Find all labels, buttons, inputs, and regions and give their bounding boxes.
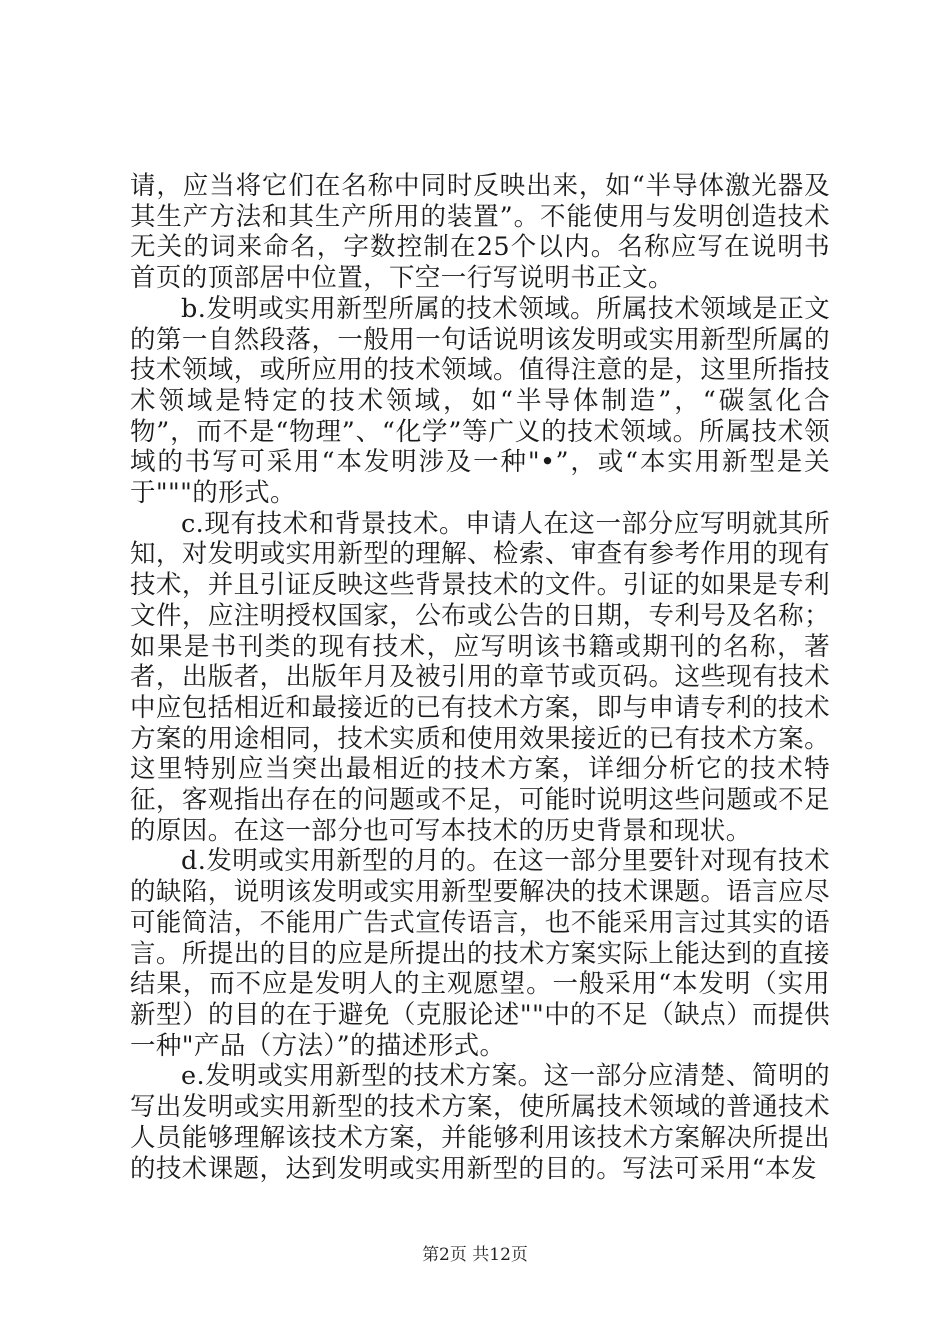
paragraph-prior-art: c.现有技术和背景技术。申请人在这一部分应写明就其所知，对发明或实用新型的理解、检索、审查有参考作用的现有技术，并且引证反映这些背景技术的文件。引证的如果是专利文件，应注明授权国家，公布或公告的日期，专利号及名称；如果是书刊类的现有技术，应写明该书籍或期刊的名称，著者，出版者，出版年月及被引用的章节或页码。这些现有技术中应包括相近和最接近的已有技术方案，即与申请专利的技术方案的用途相同，技术实质和使用效果接近的已有技术方案。这里特别应当突出最相近的技术方案，详细分析它的技术特征，客观指出存在的问题或不足，可能时说明这些问题或不足的原因。在这一部分也可写本技术的历史背景和现状。 — [130, 508, 830, 846]
paragraph-purpose: d.发明或实用新型的月的。在这一部分里要针对现有技术的缺陷，说明该发明或实用新型要解决的技术课题。语言应尽可能简洁，不能用广告式宣传语言，也不能采用言过其实的语言。所提出的目的应是所提出的技术方案实际上能达到的直接结果，而不应是发明人的主观愿望。一般采用“本发明（实用新型）的目的在于避免（克服论述""中的不足（缺点）而提供一种"产品（方法）”的描述形式。 — [130, 846, 830, 1061]
paragraph-technical-field: b.发明或实用新型所属的技术领域。所属技术领域是正文的第一自然段落，一般用一句话说明该发明或实用新型所属的技术领域，或所应用的技术领域。值得注意的是，这里所指技术领域是特定的技术领域，如“半导体制造”，“碳氢化合物”，而不是“物理”、“化学”等广义的技术领域。所属技术领域的书写可采用“本发明涉及一种"•”，或“本实用新型是关于"""的形式。 — [130, 293, 830, 509]
page-footer: 第2页 共12页 — [422, 1245, 528, 1265]
body-text — [130, 171, 830, 1184]
paragraph-technical-solution: e.发明或实用新型的技术方案。这一部分应清楚、简明的写出发明或实用新型的技术方案，使所属技术领域的普通技术人员能够理解该技术方案，并能够利用该技术方案解决所提出的技术课题，达到发明或实用新型的目的。写法可采用“本发 — [130, 1061, 830, 1184]
paragraph-continuation: 请，应当将它们在名称中同时反映出来，如“半导体激光器及其生产方法和其生产所用的装置”。不能使用与发明创造技术无关的词来命名，字数控制在25个以内。名称应写在说明书首页的顶部居中位置，下空一行写说明书正文。 — [130, 171, 830, 294]
